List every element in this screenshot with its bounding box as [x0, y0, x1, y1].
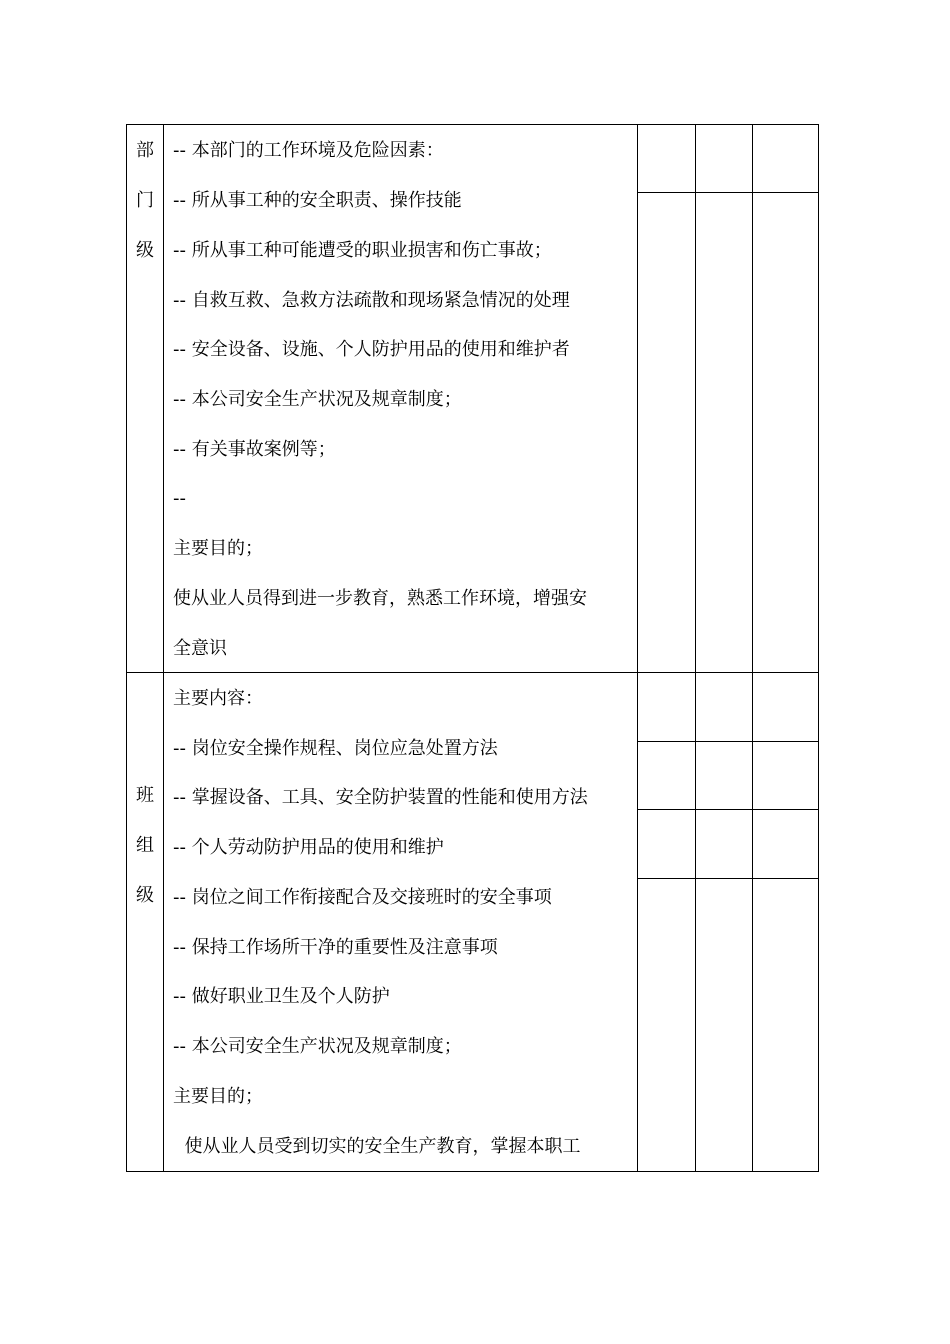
- level-label-char: 班: [136, 785, 154, 806]
- table-border-top: [126, 124, 819, 125]
- level-label-department: [127, 141, 163, 291]
- table-divider-level: [163, 124, 164, 1172]
- content-line: 主要目的；: [173, 538, 263, 559]
- content-line: -- 所从事工种可能遭受的职业损害和伤亡事故；: [173, 240, 552, 261]
- empty-cell-divider: [637, 741, 819, 742]
- content-line: -- 有关事故案例等；: [173, 439, 336, 460]
- empty-cell-divider: [637, 809, 819, 810]
- section-divider: [126, 672, 819, 673]
- content-line: -- 个人劳动防护用品的使用和维护: [173, 837, 444, 858]
- content-line: -- 所从事工种的安全职责、操作技能: [173, 190, 462, 211]
- content-line: -- 做好职业卫生及个人防护: [173, 986, 390, 1007]
- table-divider-content: [637, 124, 638, 1172]
- content-line: -- 安全设备、设施、个人防护用品的使用和维护者: [173, 339, 570, 360]
- content-line: -- 保持工作场所干净的重要性及注意事项: [173, 937, 498, 958]
- content-line: -- 本公司安全生产状况及规章制度；: [173, 1036, 462, 1057]
- content-line: -- 岗位之间工作衔接配合及交接班时的安全事项: [173, 887, 552, 908]
- level-label-char: 部: [136, 140, 154, 161]
- table-divider-col2: [695, 124, 696, 1172]
- table-divider-col3: [752, 124, 753, 1172]
- content-line: 使从业人员受到切实的安全生产教育，掌握本职工: [173, 1136, 581, 1157]
- content-line: 使从业人员得到进一步教育，熟悉工作环境，增强安: [173, 588, 587, 609]
- level-label-char: 门: [136, 190, 154, 211]
- content-line: 全意识: [173, 638, 227, 659]
- content-line: -- 本部门的工作环境及危险因素：: [173, 140, 444, 161]
- content-line: -- 本公司安全生产状况及规章制度；: [173, 389, 462, 410]
- content-line: --: [173, 488, 186, 509]
- table-border-right: [818, 124, 819, 1172]
- content-line: -- 岗位安全操作规程、岗位应急处置方法: [173, 738, 498, 759]
- empty-cell-divider: [637, 192, 819, 193]
- content-line: 主要目的；: [173, 1086, 263, 1107]
- level-label-char: 级: [136, 240, 154, 261]
- content-line: -- 自救互救、急救方法疏散和现场紧急情况的处理: [173, 290, 570, 311]
- table-border-bottom: [126, 1171, 819, 1172]
- level-label-char: 级: [136, 885, 154, 906]
- content-line: 主要内容：: [173, 688, 263, 709]
- level-label-char: 组: [136, 835, 154, 856]
- empty-cell-divider: [637, 878, 819, 879]
- content-line: -- 掌握设备、工具、安全防护装置的性能和使用方法: [173, 787, 588, 808]
- level-label-team: [127, 786, 163, 936]
